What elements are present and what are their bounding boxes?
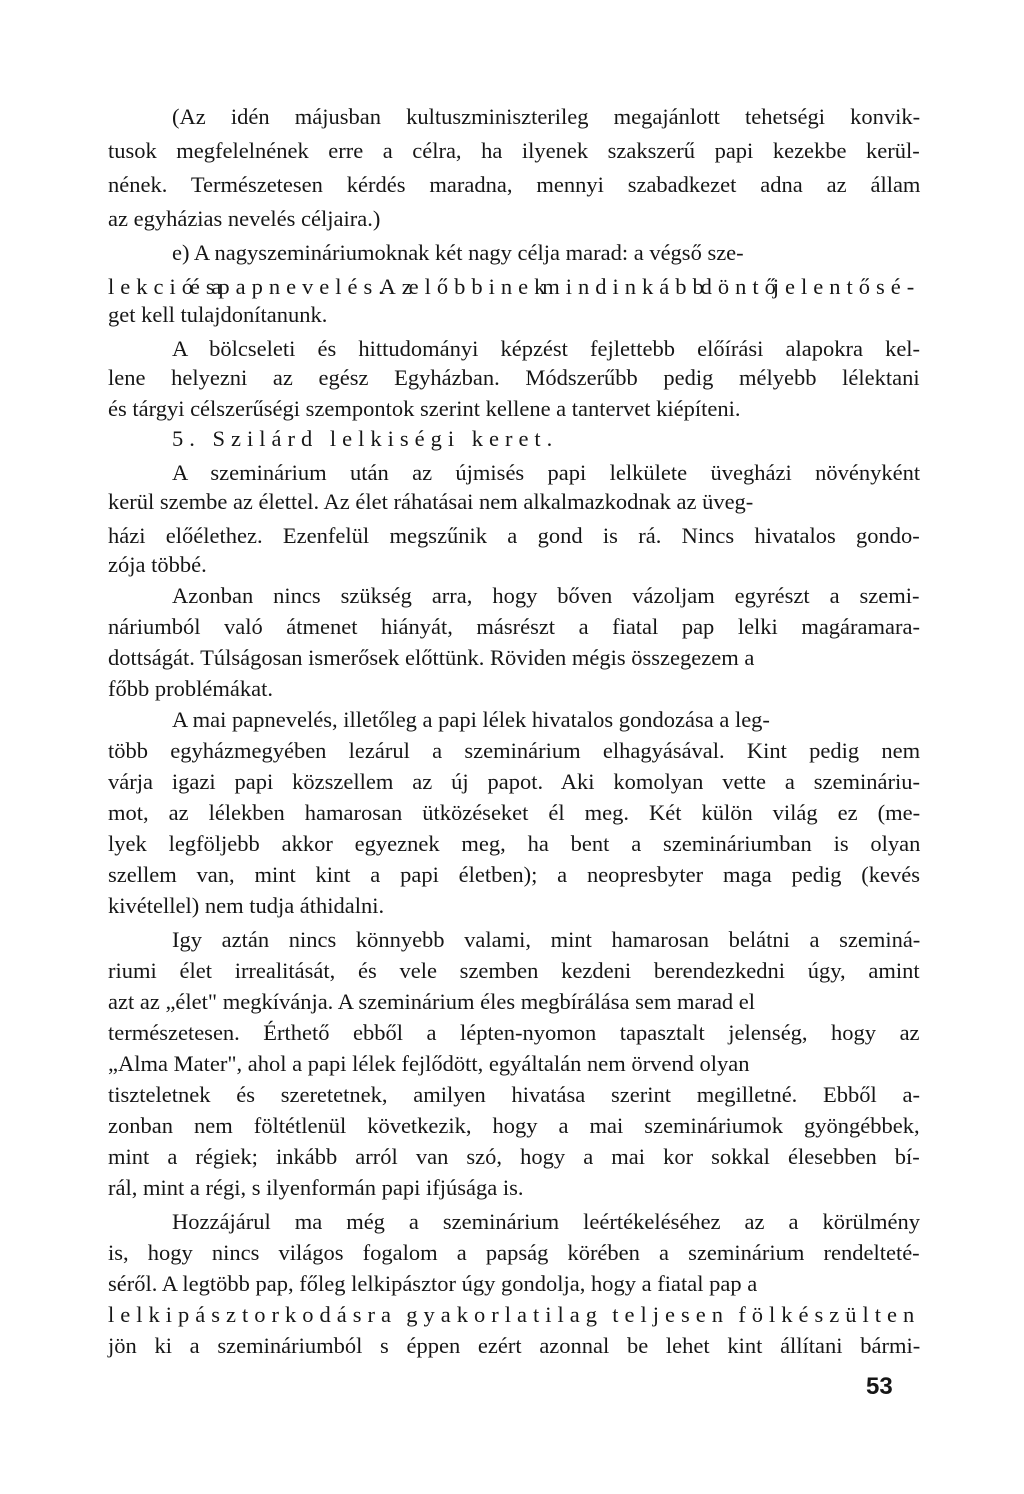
text-line: tusok megfelelnének erre a célra, ha ilyenek szakszerű papi kezekbe kerül- bbox=[108, 138, 920, 163]
text-line: mot, az lélekben hamarosan ütközéseket él meg. Két külön világ ez (me- bbox=[108, 800, 921, 825]
text-line: tiszteletnek és szeretetnek, amilyen hivatása szerint megilletné. Ebből a- bbox=[108, 1082, 921, 1107]
text-line: A szeminárium után az újmisés papi lelkülete üvegházi növényként bbox=[172, 460, 921, 485]
text-line: zója többé. bbox=[108, 552, 207, 577]
text-line: „Alma Mater", ahol a papi lélek fejlődött, egyáltalán nem örvend olyan bbox=[108, 1051, 750, 1076]
text-line: lene helyezni az egész Egyházban. Módszerűbb pedig mélyebb lélektani bbox=[108, 365, 920, 390]
text-line: Igy aztán nincs könnyebb valami, mint hamarosan belátni a szeminá- bbox=[172, 927, 921, 952]
text-line: mint a régiek; inkább arról van szó, hogy a mai kor sokkal élesebben bí- bbox=[108, 1144, 920, 1169]
text-line: az egyházias nevelés céljaira.) bbox=[108, 206, 381, 231]
text-line: náriumból való átmenet hiányát, másrészt a fiatal pap lelki magáramara- bbox=[108, 614, 920, 639]
section-heading: 5. Szilárd lelkiségi keret. bbox=[172, 426, 559, 451]
text-line: lelkipásztorkodásra gyakorlatilag teljesen fölkészülten bbox=[108, 1302, 921, 1327]
text-line: több egyházmegyében lezárul a szeminárium elhagyásával. Kint pedig nem bbox=[108, 738, 921, 763]
text-line: várja igazi papi közszellem az új papot. Aki komolyan vette a szemináriu- bbox=[108, 769, 920, 794]
text-line: A mai papnevelés, illetőleg a papi lélek hivatalos gondozása a leg- bbox=[172, 707, 770, 732]
text-line: (Az idén májusban kultuszminiszterileg megajánlott tehetségi konvik- bbox=[172, 104, 921, 129]
text-line: kivétellel) nem tudja áthidalni. bbox=[108, 893, 385, 918]
text-line: azt az „élet" megkívánja. A szeminárium éles megbírálása sem marad el bbox=[108, 989, 756, 1014]
text-line: dottságát. Túlságosan ismerősek előttünk. Röviden mégis összegezem a bbox=[108, 645, 755, 670]
text-line: is, hogy nincs világos fogalom a papság körében a szeminárium rendelteté- bbox=[108, 1240, 920, 1265]
page-number: 53 bbox=[866, 1373, 893, 1400]
text-line: e) A nagyszemináriumoknak két nagy célja marad: a végső sze- bbox=[172, 240, 744, 265]
text-line: természetesen. Érthető ebből a lépten-nyomon tapasztalt jelenség, hogy az bbox=[108, 1020, 920, 1045]
text-line: kerül szembe az élettel. Az élet ráhatásai nem alkalmazkodnak az üveg- bbox=[108, 489, 754, 514]
text-line: Hozzájárul ma még a szeminárium leértékeléséhez az a körülmény bbox=[172, 1209, 920, 1234]
text-line: zonban nem föltétlenül következik, hogy a mai szemináriumok gyöngébbek, bbox=[108, 1113, 920, 1138]
text-line: nének. Természetesen kérdés maradna, mennyi szabadkezet adna az állam bbox=[108, 172, 921, 197]
text-line: lyek legföljebb akkor egyeznek meg, ha bent a szemináriumban is olyan bbox=[108, 831, 921, 856]
text-line: házi előélethez. Ezenfelül megszűnik a gond is rá. Nincs hivatalos gondo- bbox=[108, 523, 920, 548]
text-line: lekció és a papnevelés. Az előbbinek mindinkább döntő jelentősé- bbox=[108, 274, 921, 299]
text-line: A bölcseleti és hittudományi képzést fejlettebb előírási alapokra kel- bbox=[172, 336, 921, 361]
text-line: főbb problémákat. bbox=[108, 676, 273, 701]
text-line: jön ki a szemináriumból s éppen ezért azonnal be lehet kint állítani bármi- bbox=[108, 1333, 921, 1358]
text-line: séről. A legtöbb pap, főleg lelkipásztor úgy gondolja, hogy a fiatal pap a bbox=[108, 1271, 758, 1296]
text-line: Azonban nincs szükség arra, hogy bőven vázoljam egyrészt a szemi- bbox=[172, 583, 920, 608]
text-line: get kell tulajdonítanunk. bbox=[108, 302, 328, 327]
text-line: és tárgyi célszerűségi szempontok szerint kellene a tantervet kiépíteni. bbox=[108, 396, 741, 421]
text-line: rál, mint a régi, s ilyenformán papi ifjúsága is. bbox=[108, 1175, 524, 1200]
text-line: riumi élet irrealitását, és vele szemben kezdeni berendezkedni úgy, amint bbox=[108, 958, 920, 983]
text-line: szellem van, mint kint a papi életben); a neopresbyter maga pedig (kevés bbox=[108, 862, 920, 887]
